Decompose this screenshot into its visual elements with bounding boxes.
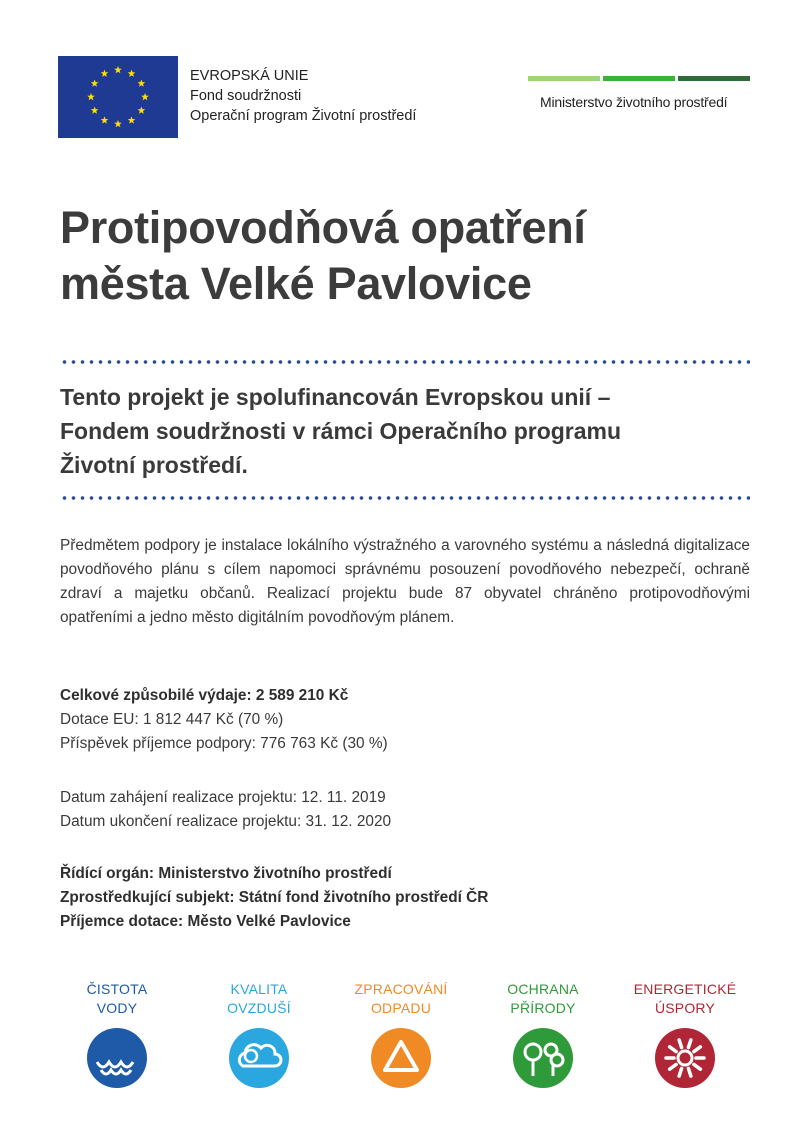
area-water-label: [52, 980, 182, 1020]
eu-star: [114, 120, 122, 127]
area-nature-line-1: OCHRANA: [507, 981, 579, 997]
end-date: Datum ukončení realizace projektu: 31. 12. 2020: [60, 813, 392, 830]
area-waste-label: [336, 980, 466, 1020]
recipient-contribution: Příspěvek příjemce podpory: 776 763 Kč (30 %): [60, 735, 388, 752]
area-waste-line-2: ODPADU: [370, 1000, 432, 1016]
ministry-logo: [528, 76, 750, 110]
cloud-icon: [229, 1028, 289, 1088]
title-line-1: Protipovodňová opatření: [60, 202, 586, 253]
area-air-label: [194, 980, 324, 1020]
trees-icon: [513, 1028, 573, 1088]
ministry-bar-light: [528, 76, 600, 81]
eu-fund-text: [190, 66, 416, 126]
dates-block: [60, 786, 391, 834]
program-areas: [60, 980, 770, 1100]
area-air: [194, 980, 324, 1088]
subtitle-line-1: Tento projekt je spolufinancován Evropskou unií –: [60, 384, 611, 410]
eu-star: [101, 116, 109, 123]
area-energy-line-2: ÚSPORY: [654, 1000, 716, 1016]
sun-ray: [694, 1047, 700, 1052]
grant-recipient: Příjemce dotace: Město Velké Pavlovice: [60, 913, 351, 930]
eu-star: [128, 116, 136, 123]
ministry-name: Ministerstvo životního prostředí: [540, 94, 728, 110]
sun-ray: [694, 1064, 700, 1069]
project-description: Předmětem podpory je instalace lokálního výstražného a varovného systému a následná digitalizace povodňového plánu s cílem napomoci správnému posouzení povodňového nebezpečí, ochraně zdraví a majetku občanů. Realizací projektu bude 87 obyvatel chráněno protipovodňovými opatřeními a jedno město digitálním povodňovým plánem.: [60, 537, 750, 626]
eu-grant: Dotace EU: 1 812 447 Kč (70 %): [60, 711, 284, 728]
ministry-color-bars: [528, 76, 750, 81]
title-line-2: města Velké Pavlovice: [60, 258, 532, 309]
sun-ray: [670, 1064, 676, 1069]
area-air-line-1: KVALITA: [230, 981, 288, 997]
sun-icon: [655, 1028, 715, 1088]
subtitle-line-2: Fondem soudržnosti v rámci Operačního programu: [60, 418, 622, 444]
area-energy-label: [620, 980, 750, 1020]
ministry-bar-dark: [678, 76, 750, 81]
bodies-block: [60, 862, 488, 934]
intermediate-body: Zprostředkující subjekt: Státní fond životního prostředí ČR: [60, 889, 489, 906]
eu-line-2: Fond soudržnosti: [190, 88, 302, 104]
eu-star: [141, 93, 149, 100]
eu-star: [101, 70, 109, 77]
sun-ray: [679, 1040, 681, 1048]
sun-ray: [670, 1047, 676, 1052]
sun-ray: [688, 1068, 690, 1076]
area-nature-label: [478, 980, 608, 1020]
sun-ray: [688, 1040, 690, 1048]
area-nature-line-2: PŘÍRODY: [510, 1000, 576, 1016]
eu-stars-icon: [58, 56, 178, 138]
eu-line-3: Operační program Životní prostředí: [190, 108, 417, 124]
eu-star: [128, 70, 136, 77]
recycle-icon: [371, 1028, 431, 1088]
sun-ray: [679, 1068, 681, 1076]
eu-star: [91, 107, 99, 114]
area-nature: [478, 980, 608, 1088]
page-title: [60, 200, 586, 312]
area-water-line-2: VODY: [96, 1000, 138, 1016]
costs-block: [60, 684, 388, 756]
area-waste-line-1: ZPRACOVÁNÍ: [354, 981, 448, 997]
eu-star: [138, 80, 146, 87]
area-energy: [620, 980, 750, 1088]
ministry-bar-mid: [603, 76, 675, 81]
managing-authority: Řídící orgán: Ministerstvo životního prostředí: [60, 865, 392, 882]
area-waste: [336, 980, 466, 1088]
area-air-line-2: OVZDUŠÍ: [227, 1000, 291, 1016]
eu-star: [138, 107, 146, 114]
total-costs: Celkové způsobilé výdaje: 2 589 210 Kč: [60, 687, 349, 704]
funding-statement: [60, 380, 760, 482]
area-energy-line-1: ENERGETICKÉ: [633, 981, 737, 997]
area-water: [52, 980, 182, 1088]
dotted-divider-bottom: [60, 496, 750, 500]
start-date: Datum zahájení realizace projektu: 12. 11. 2019: [60, 789, 386, 806]
eu-star: [114, 66, 122, 73]
eu-star: [91, 80, 99, 87]
water-icon: [87, 1028, 147, 1088]
dotted-divider-top: [60, 360, 750, 364]
eu-line-1: EVROPSKÁ UNIE: [190, 68, 309, 84]
subtitle-line-3: Životní prostředí.: [60, 452, 248, 478]
eu-flag-logo: [58, 56, 178, 138]
eu-star: [87, 93, 95, 100]
area-water-line-1: ČISTOTA: [86, 981, 148, 997]
